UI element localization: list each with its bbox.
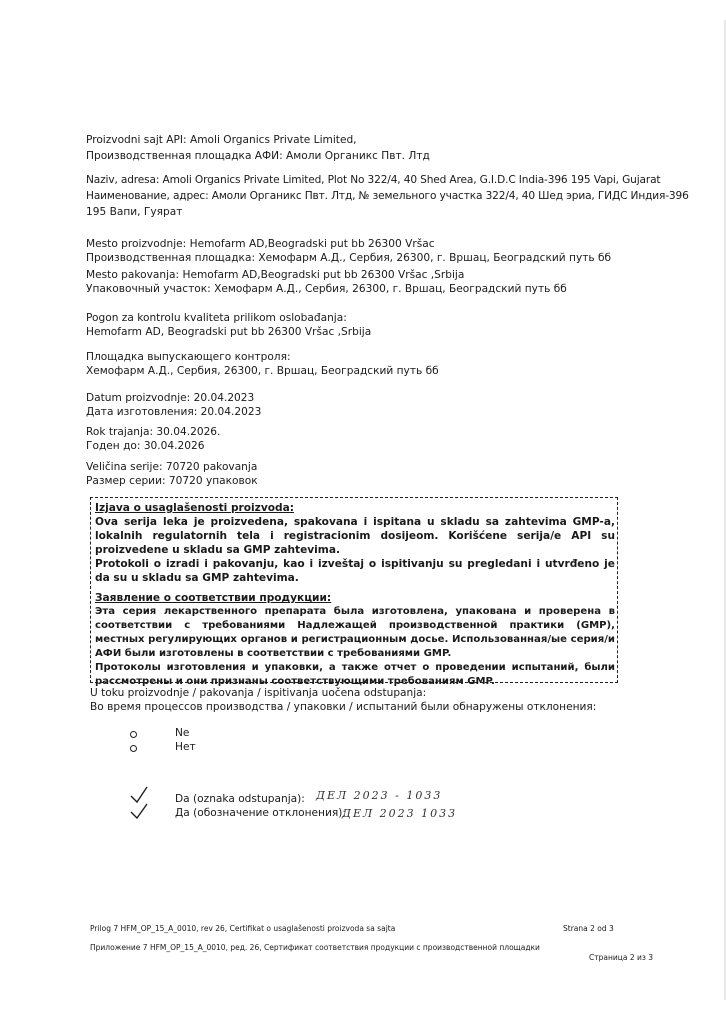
footer-line2-left: Приложение 7 HFM_OP_15_A_0010, ред. 26, Сертификат соответствия продукции с производственной площадки bbox=[90, 943, 540, 952]
declaration-para2-sr: Protokoli o izradi i pakovanju, kao i izveštaj o ispitivanju su pregledani i utvrđeno je da su u skladu sa GMP zahtevima. bbox=[95, 558, 615, 584]
option-no-sr: Ne bbox=[175, 727, 190, 739]
quality-control-line2: Hemofarm AD, Beogradski put bb 26300 Vršac ,Srbija bbox=[86, 326, 372, 338]
option-yes-sr: Da (oznaka odstupanja): bbox=[175, 793, 305, 805]
footer-page-ru: Страница 2 из 3 bbox=[589, 953, 653, 962]
packaging-site-line2: Упаковочный участок: Хемофарм А.Д., Сербия, 26300, г. Вршац, Београдский путь бб bbox=[86, 283, 567, 295]
declaration-para1-sr: Ova serija leka je proizvedena, spakovana i ispitana u skladu sa zahtevima GMP-a, lokalnih regulatornih tela i registracionim dosijeom. Korišćene serija/e API su proizvedene u skladu sa GMP zahtevima. bbox=[95, 516, 615, 556]
footer-page-sr: Strana 2 od 3 bbox=[563, 924, 614, 933]
no-radio-ru-icon bbox=[130, 745, 137, 752]
address-line2: Наименование, адрес: Амоли Органикс Пвт. Лтд, № земельного участка 322/4, 40 Шед эриа, ГИДС Индия-396 bbox=[86, 190, 689, 202]
packaging-site-line1: Mesto pakovanja: Hemofarm AD,Beogradski put bb 26300 Vršac ,Srbija bbox=[86, 269, 465, 281]
quality-control-line1: Pogon za kontrolu kvaliteta prilikom oslobađanja: bbox=[86, 312, 347, 324]
checkmark-icon bbox=[128, 784, 150, 824]
release-control-line2: Хемофарм А.Д., Сербия, 26300, г. Вршац, Београдский путь бб bbox=[86, 365, 439, 377]
declaration-para1-ru: Эта серия лекарственного препарата была изготовлена, упакована и проверена в соответствии с требованиями Надлежащей производственной практики (GMP), местных регулирующих органов и регистрационным досье. Использованная/ые серия/и АФИ были изготовлены в соответствии с требованиями GMP. bbox=[95, 606, 615, 659]
declaration-title-sr: Izjava o usaglašenosti proizvoda: bbox=[95, 502, 294, 514]
handwritten-deviation-2: ДЕЛ 2023 1033 bbox=[342, 807, 458, 820]
address-line1: Naziv, adresa: Amoli Organics Private Limited, Plot No 322/4, 40 Shed Area, G.I.D.C India-396 195 Vapi, Gujarat bbox=[86, 174, 661, 186]
no-radio-icon bbox=[130, 731, 137, 738]
manufacture-date-line2: Дата изготовления: 20.04.2023 bbox=[86, 406, 262, 418]
footer-line1-left: Prilog 7 HFM_OP_15_A_0010, rev 26, Certifikat o usaglašenosti proizvoda sa sajta bbox=[90, 924, 396, 933]
expiry-line2: Годен до: 30.04.2026 bbox=[86, 440, 205, 452]
production-site-line2: Производственная площадка: Хемофарм А.Д., Сербия, 26300, г. Вршац, Београдский путь бб bbox=[86, 252, 612, 264]
declaration-box bbox=[90, 497, 618, 687]
handwritten-deviation-1: ДЕЛ 2023 - 1033 bbox=[316, 789, 443, 802]
api-site-line2: Производственная площадка АФИ: Амоли Органикс Пвт. Лтд bbox=[86, 150, 430, 162]
release-control-line1: Площадка выпускающего контроля: bbox=[86, 351, 291, 363]
declaration-title-ru: Заявление о соответствии продукции: bbox=[95, 592, 332, 604]
deviations-question-sr: U toku proizvodnje / pakovanja / ispitivanja uočena odstupanja: bbox=[90, 687, 427, 699]
batch-size-line2: Размер серии: 70720 упаковок bbox=[86, 475, 258, 487]
production-site-line1: Mesto proizvodnje: Hemofarm AD,Beogradski put bb 26300 Vršac bbox=[86, 238, 435, 250]
api-site-line1: Proizvodni sajt API: Amoli Organics Private Limited, bbox=[86, 134, 357, 146]
option-no-ru: Нет bbox=[175, 741, 196, 753]
option-yes-ru: Да (обозначение отклонения): bbox=[175, 807, 346, 819]
deviations-question-ru: Во время процессов производства / упаковки / испытаний были обнаружены отклонения: bbox=[90, 701, 597, 713]
manufacture-date-line1: Datum proizvodnje: 20.04.2023 bbox=[86, 392, 255, 404]
expiry-line1: Rok trajanja: 30.04.2026. bbox=[86, 426, 221, 438]
declaration-para2-ru: Протоколы изготовления и упаковки, а также отчет о проведении испытаний, были рассмотрены и они признаны соответствующими требованиям GMP. bbox=[95, 662, 615, 687]
address-line3: 195 Вапи, Гуярат bbox=[86, 206, 183, 218]
batch-size-line1: Veličina serije: 70720 pakovanja bbox=[86, 461, 258, 473]
